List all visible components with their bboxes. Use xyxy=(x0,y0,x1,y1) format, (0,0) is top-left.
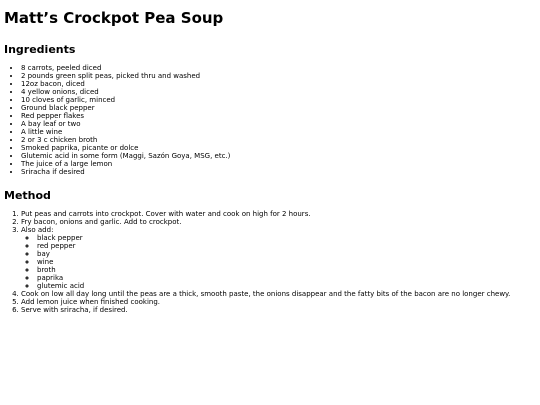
also-add-item: ◦ paprika xyxy=(37,274,536,282)
also-add-item: ◦ red pepper xyxy=(37,242,536,250)
also-add-item: ◦ glutemic acid xyxy=(37,282,536,290)
ingredients-list xyxy=(4,64,536,176)
method-step: 1. Put peas and carrots into crockpot. Cover with water and cook on high for 2 hours. xyxy=(21,210,536,218)
ingredient-item: • 2 or 3 c chicken broth xyxy=(21,136,536,144)
ingredient-item: • 2 pounds green split peas, picked thru and washed xyxy=(21,72,536,80)
method-step: 6. Serve with sriracha, if desired. xyxy=(21,306,536,314)
ingredient-item: • Sriracha if desired xyxy=(21,168,536,176)
method-step-label: Also add: xyxy=(21,226,54,234)
also-add-item: ◦ wine xyxy=(37,258,536,266)
method-step: 5. Add lemon juice when finished cooking. xyxy=(21,298,536,306)
ingredient-item: • A little wine xyxy=(21,128,536,136)
ingredient-item: • Red pepper flakes xyxy=(21,112,536,120)
ingredient-item: • 10 cloves of garlic, minced xyxy=(21,96,536,104)
ingredients-heading: Ingredients xyxy=(4,43,76,56)
method-step xyxy=(21,226,536,290)
ingredient-item: • A bay leaf or two xyxy=(21,120,536,128)
ingredient-item: • 4 yellow onions, diced xyxy=(21,88,536,96)
method-steps-list xyxy=(4,210,536,314)
recipe-page xyxy=(4,0,536,314)
also-add-item: ◦ broth xyxy=(37,266,536,274)
ingredient-item: • 12oz bacon, diced xyxy=(21,80,536,88)
also-add-item: ◦ black pepper xyxy=(37,234,536,242)
method-heading: Method xyxy=(4,189,51,202)
method-step: 2. Fry bacon, onions and garlic. Add to crockpot. xyxy=(21,218,536,226)
ingredient-item: • The juice of a large lemon xyxy=(21,160,536,168)
also-add-list xyxy=(21,234,536,290)
ingredient-item: • Glutemic acid in some form (Maggi, Sazón Goya, MSG, etc.) xyxy=(21,152,536,160)
also-add-item: ◦ bay xyxy=(37,250,536,258)
ingredient-item: • Ground black pepper xyxy=(21,104,536,112)
method-step: 4. Cook on low all day long until the peas are a thick, smooth paste, the onions disappear and the fatty bits of the bacon are no longer chewy. xyxy=(21,290,536,298)
page-title: Matt’s Crockpot Pea Soup xyxy=(4,9,224,27)
ingredient-item: • 8 carrots, peeled diced xyxy=(21,64,536,72)
ingredient-item: • Smoked paprika, picante or dolce xyxy=(21,144,536,152)
